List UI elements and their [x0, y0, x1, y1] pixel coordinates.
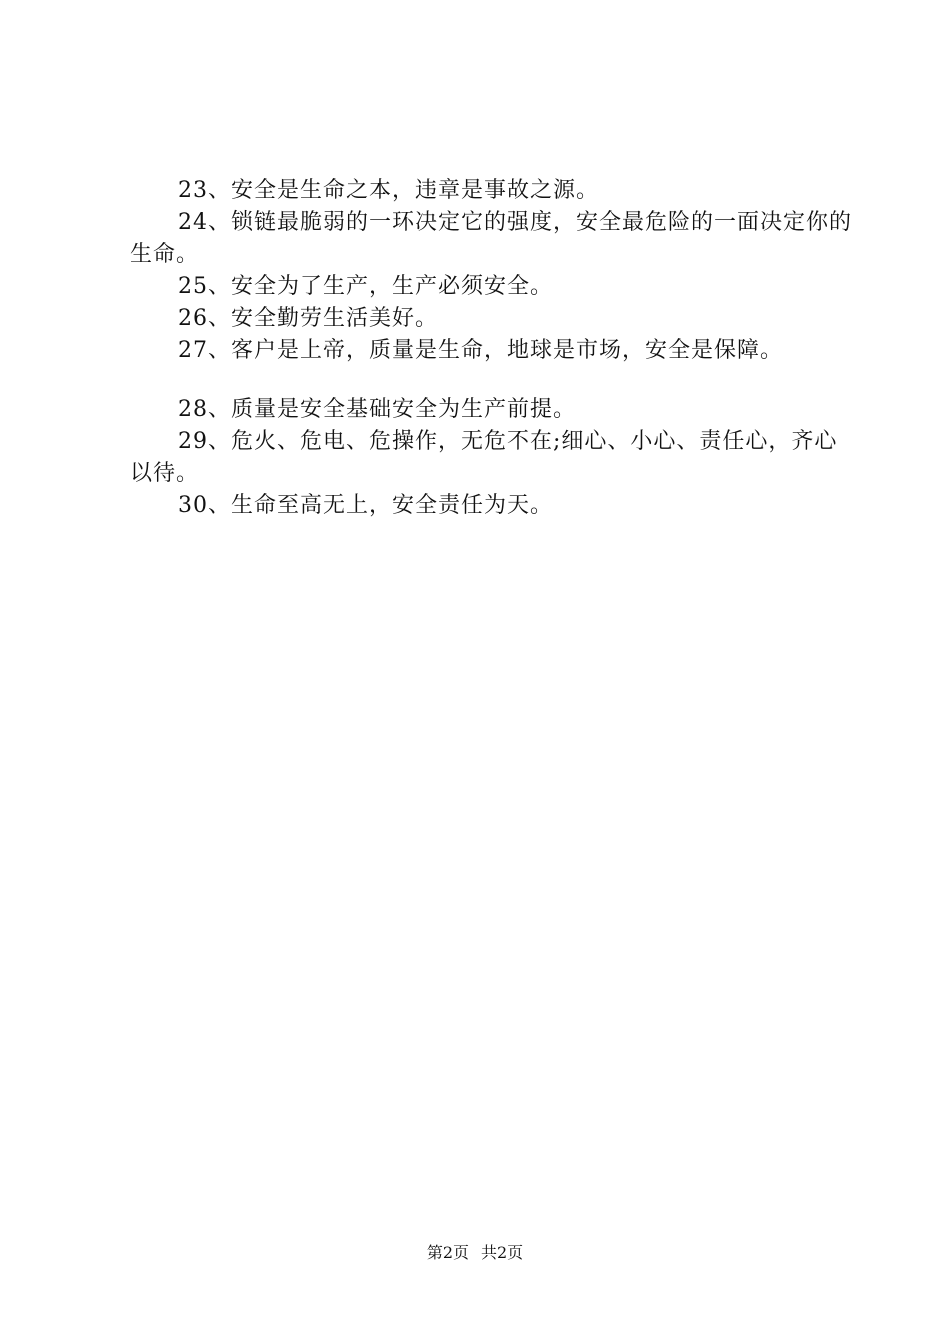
- page-footer: [0, 1242, 950, 1264]
- paragraph-27: 27、客户是上帝，质量是生命，地球是市场，安全是保障。: [178, 338, 783, 363]
- paragraph-30: 30、生命至高无上，安全责任为天。: [178, 493, 553, 518]
- paragraph-29: 29、危火、危电、危操作，无危不在;细心、小心、责任心，齐心以待。: [130, 429, 838, 486]
- paragraph-23: 23、安全是生命之本，违章是事故之源。: [178, 178, 599, 203]
- page-number-total: 共2页: [481, 1243, 524, 1262]
- paragraph-25: 25、安全为了生产，生产必须安全。: [178, 274, 553, 299]
- paragraph-24: 24、锁链最脆弱的一环决定它的强度，安全最危险的一面决定你的生命。: [130, 210, 852, 267]
- paragraph-28: 28、质量是安全基础安全为生产前提。: [178, 397, 576, 422]
- page-number-current: 第2页: [426, 1243, 469, 1262]
- paragraph-26: 26、安全勤劳生活美好。: [178, 306, 438, 331]
- document-body: [130, 175, 855, 522]
